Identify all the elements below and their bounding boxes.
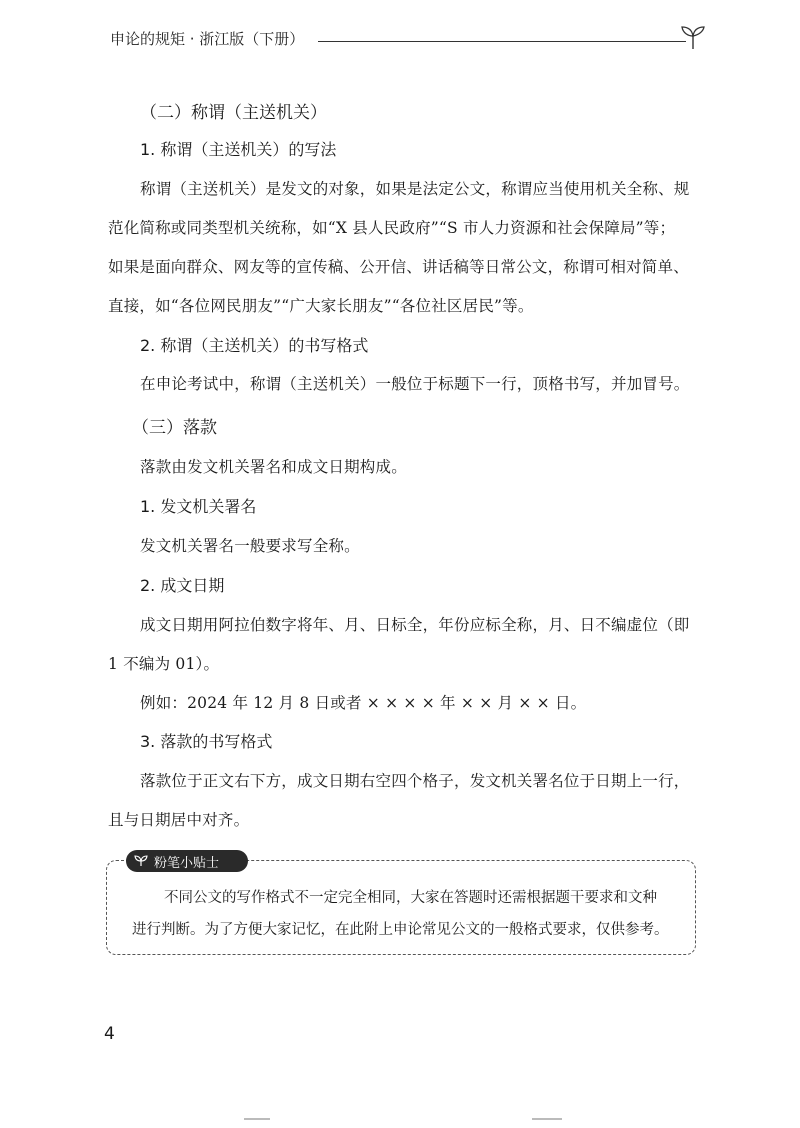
- scan-speck: [244, 1118, 270, 1120]
- sub2-title: 2. 称谓（主送机关）的书写格式: [140, 336, 369, 355]
- item2-title: 2. 成文日期: [140, 576, 225, 595]
- page-number: 4: [104, 1024, 115, 1044]
- sprout-icon: [134, 855, 148, 867]
- paragraph-line: 1 不编为 01）。: [108, 655, 220, 673]
- paragraph-line: 例如：2024 年 12 月 8 日或者 × × × × 年 × × 月 × × 日。: [140, 694, 587, 712]
- section-three-title: （三）落款: [132, 418, 217, 438]
- paragraph-line: 直接，如“各位网民朋友”“广大家长朋友”“各位社区居民”等。: [108, 297, 534, 315]
- tip-label-badge: [126, 850, 248, 872]
- tip-label: 粉笔小贴士: [154, 855, 220, 871]
- paragraph-line: 发文机关署名一般要求写全称。: [140, 537, 360, 555]
- paragraph-line: 称谓（主送机关）是发文的对象，如果是法定公文，称谓应当使用机关全称、规: [140, 180, 690, 198]
- tip-line: 进行判断。为了方便大家记忆，在此附上申论常见公文的一般格式要求，仅供参考。: [132, 922, 669, 938]
- paragraph-line: 成文日期用阿拉伯数字将年、月、日标全，年份应标全称，月、日不编虚位（即: [140, 616, 690, 634]
- item3-title: 3. 落款的书写格式: [140, 732, 273, 751]
- tip-line: 不同公文的写作格式不一定完全相同，大家在答题时还需根据题干要求和文种: [164, 890, 657, 906]
- sub1-title: 1. 称谓（主送机关）的写法: [140, 140, 337, 159]
- paragraph-line: 落款位于正文右下方，成文日期右空四个格子，发文机关署名位于日期上一行，: [140, 772, 690, 790]
- header-rule: [318, 41, 686, 42]
- scan-speck: [532, 1118, 562, 1120]
- tip-box: [106, 860, 696, 955]
- paragraph-line: 范化简称或同类型机关统称，如“X 县人民政府”“S 市人力资源和社会保障局”等；: [108, 219, 676, 237]
- paragraph-line: 落款由发文机关署名和成文日期构成。: [140, 458, 407, 476]
- page-header: [110, 24, 710, 54]
- paragraph-line: 且与日期居中对齐。: [108, 811, 250, 829]
- paragraph-line: 在申论考试中，称谓（主送机关）一般位于标题下一行，顶格书写，并加冒号。: [140, 375, 690, 393]
- sprout-icon: [678, 24, 708, 50]
- paragraph-line: 如果是面向群众、网友等的宣传稿、公开信、讲话稿等日常公文，称谓可相对简单、: [108, 258, 689, 276]
- item1-title: 1. 发文机关署名: [140, 497, 257, 516]
- book-title: 申论的规矩 · 浙江版（下册）: [110, 30, 305, 48]
- section-two-title: （二）称谓（主送机关）: [140, 103, 327, 123]
